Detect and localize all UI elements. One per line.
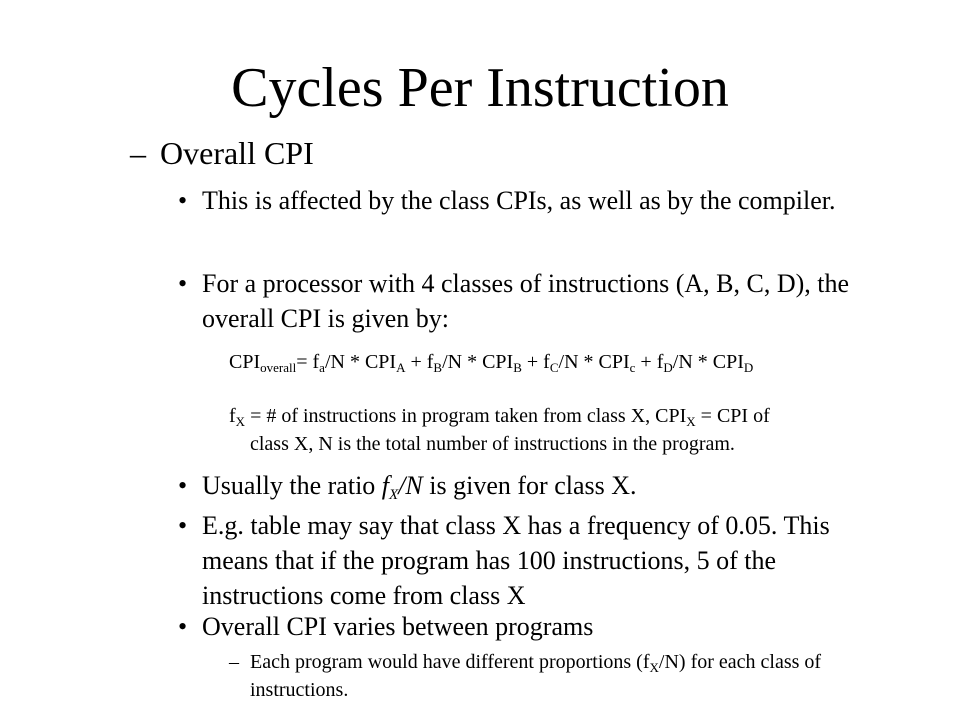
bullet-ratio [178,468,898,503]
bullet-text: This is affected by the class CPIs, as well as by the compiler. [202,186,836,215]
sub-point-text: Each program would have different proportions $(f_X/N)$ for each class of instructions. [250,651,822,701]
bullet-dot: • [178,269,188,298]
heading-text: Overall CPI [160,135,314,171]
dash-marker: – [130,135,146,171]
bullet-varies [178,609,898,644]
bullet-class-cpis [178,183,898,218]
bullet-text: E.g. table may say that class X has a frequency of 0.05. This means that if the program has 100 instructions, 5 of the instructions come from class X [202,511,830,610]
section-heading [130,132,314,174]
bullet-dot: • [178,612,188,641]
dash-marker: – [229,651,239,673]
bullet-text: For a processor with 4 classes of instructions (A, B, C, D), the overall CPI is given by: [202,269,850,333]
sub-point-proportions [229,648,919,704]
bullet-dot: • [178,511,188,540]
bullet-dot: • [178,186,188,215]
bullet-text: Overall CPI varies between programs [202,612,594,641]
variable-definition: $f_X$ = # of instructions in program taken from class X, $CPI_X$ = CPI of class X, N is the total number of instructions in the program. [229,402,919,458]
definition-line-2: class X, N is the total number of instructions in the program. [250,433,735,455]
bullet-text: Usually the ratio $f_X/N$ is given for class X. [202,471,637,503]
bullet-example [178,508,898,613]
bullet-four-classes [178,266,898,336]
bullet-dot: • [178,471,188,500]
slide-title: Cycles Per Instruction [231,57,729,119]
cpi-formula: $CPI_{overall}= f_a/N * CPI_A + f_B/N * CPI_B + f_C/N * CPI_c + f_D/N * CPI_D$ [229,351,754,375]
